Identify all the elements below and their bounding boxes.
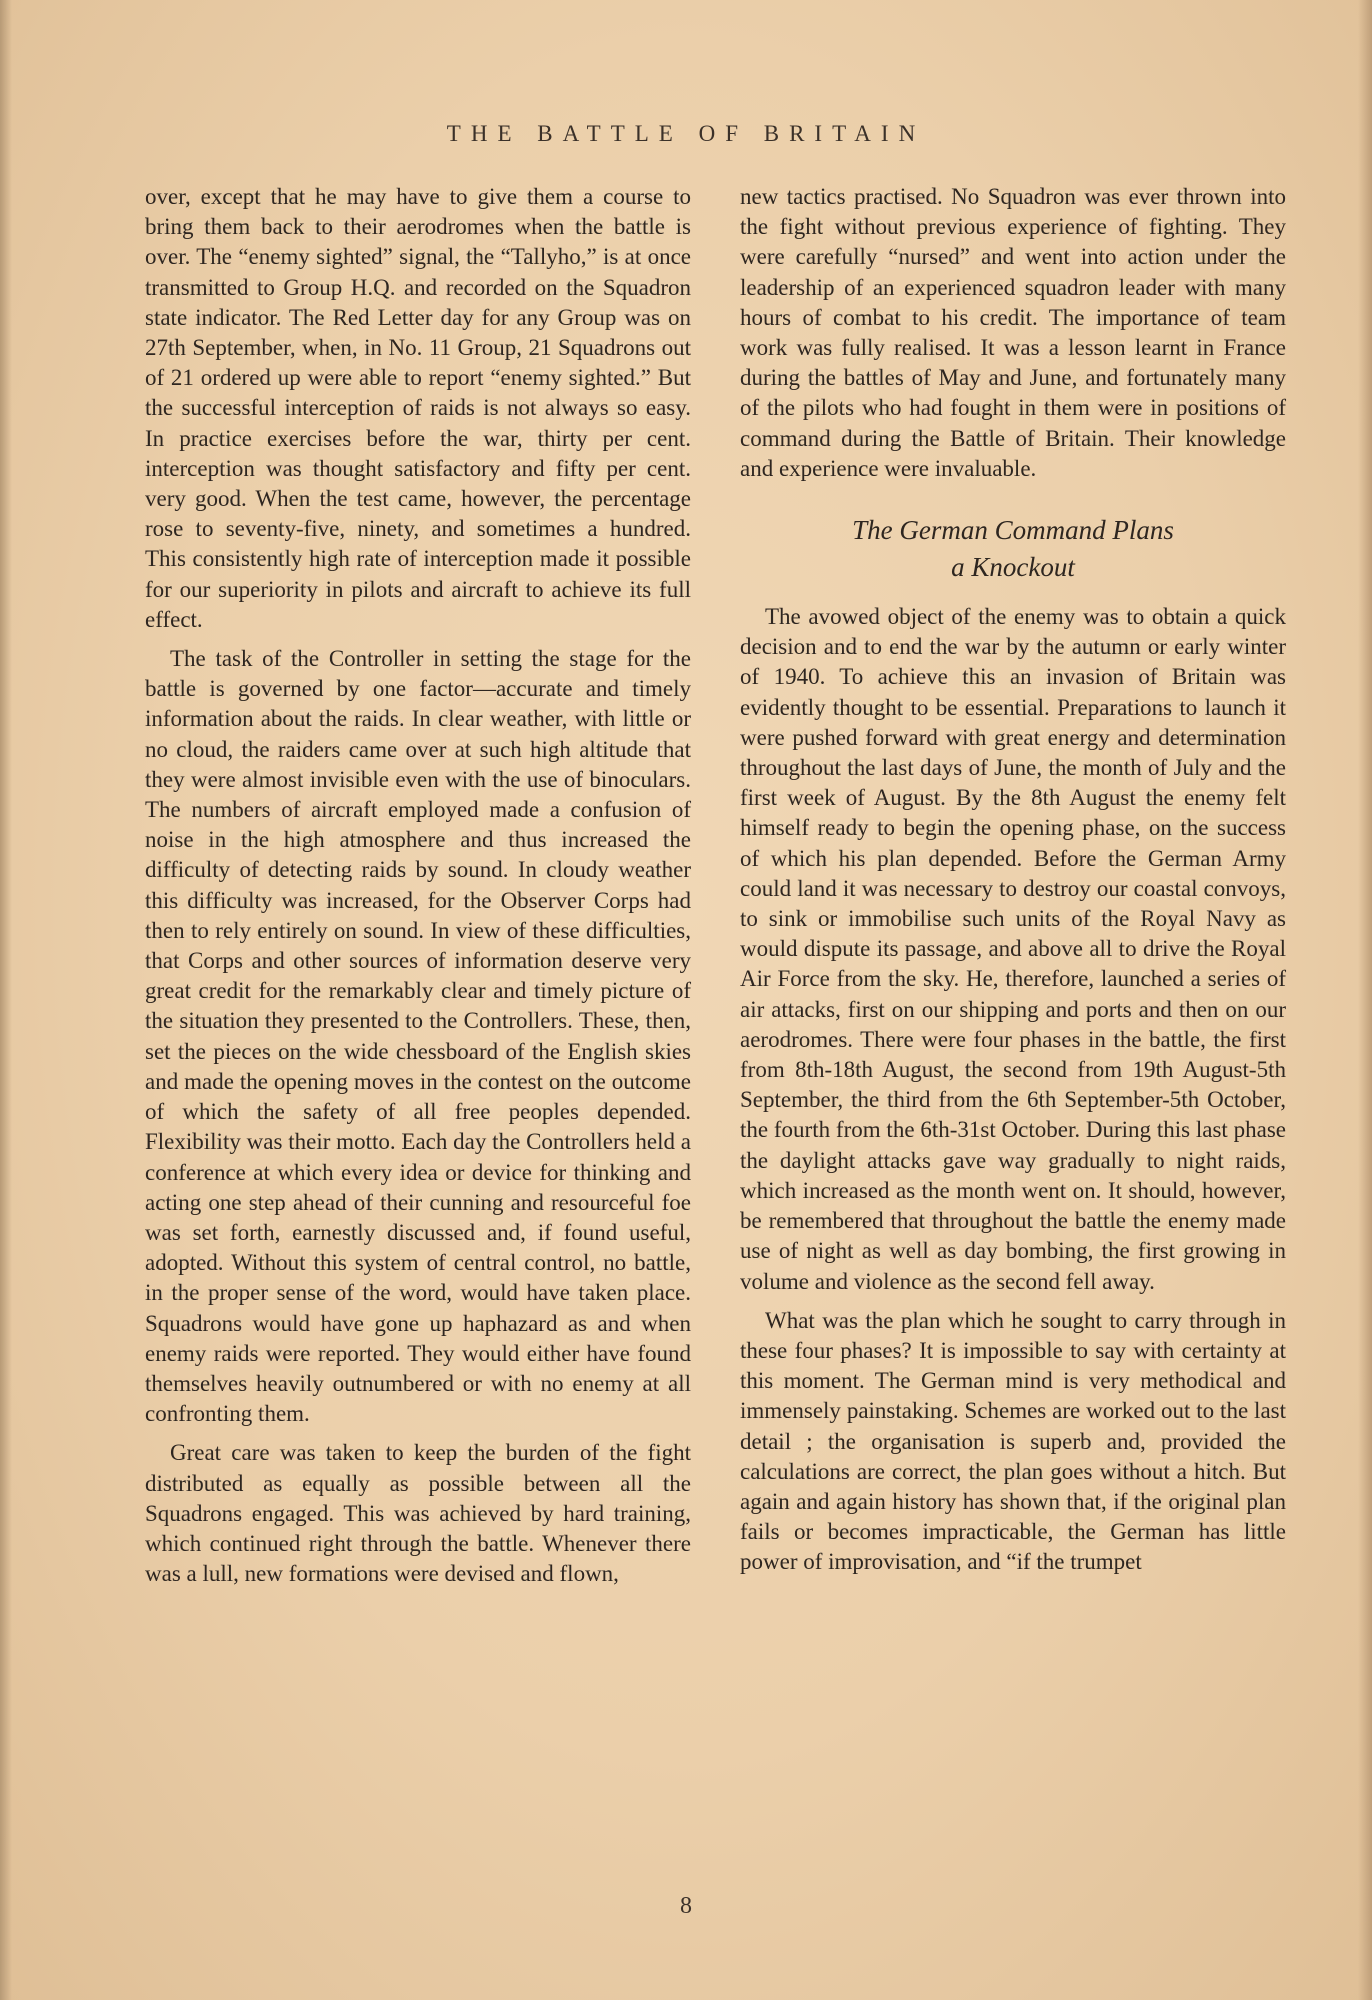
left-paragraph-2: The task of the Controller in setting the stage for the battle is governed by one factor—accurate and timely information about the raids. In clear weather, with little or no cloud, the raiders came over at such high altitude that they were almost invisible even with the use of binoculars. The numbers of aircraft employed made a confusion of noise in the high atmosphere and thus increased the difficulty of detecting raids by sound. In cloudy weather this difficulty was increased, for the Observer Corps had then to rely entirely on sound. In view of these difficulties, that Corps and other sources of information deserve very great credit for the remarkably clear and timely picture of the situation they presented to the Controllers. These, then, set the pieces on the wide chessboard of the English skies and made the opening moves in the contest on the outcome of which the safety of all free peoples depended. Flexibility was their motto. Each day the Controllers held a conference at which every idea or device for thinking and acting one step ahead of their cunning and resourceful foe was set forth, earnestly discussed and, if found useful, adopted. Without this system of central control, no battle, in the proper sense of the word, would have taken place. Squadrons would have gone up haphazard as and when enemy raids were reported. They would either have found themselves heavily outnumbered or with no enemy at all confronting them. xyxy=(145,646,691,1427)
right-paragraph-continued: new tactics practised. No Squadron was ever thrown into the fight without previous experience of fighting. They were carefully “nursed” and went into action under the leadership of an experienced squadron leader with many hours of combat to his credit. The importance of team work was fully realised. It was a lesson learnt in France during the battles of May and June, and fortunately many of the pilots who had fought in them were in positions of command during the Battle of Britain. Their knowledge and experience were invaluable. xyxy=(740,184,1286,481)
left-paragraph-1: over, except that he may have to give them a course to bring them back to their aerodromes when the battle is over. The “enemy sighted” signal, the “Tallyho,” is at once transmitted to Group H.Q. and recorded on the Squadron state indicator. The Red Letter day for any Group was on 27th September, when, in No. 11 Group, 21 Squadrons out of 21 ordered up were able to report “enemy sighted.” But the successful interception of raids is not always so easy. In practice exercises before the war, thirty per cent. interception was thought satisfactory and fifty per cent. very good. When the test came, however, the percentage rose to seventy-five, ninety, and sometimes a hundred. This consistently high rate of interception made it possible for our superiority in pilots and aircraft to achieve its full effect. xyxy=(145,184,691,632)
left-paragraph-3: Great care was taken to keep the burden of the fight distributed as equally as possible between all the Squadrons engaged. This was achieved by hard training, which continued right through the battle. Whenever there was a lull, new formations were devised and flown, xyxy=(145,1440,691,1587)
right-paragraph-1: The avowed object of the enemy was to obtain a quick decision and to end the war by the autumn or early winter of 1940. To achieve this an invasion of Britain was evidently thought to be essential. Preparations to launch it were pushed forward with great energy and determination throughout the last days of June, the month of July and the first week of August. By the 8th August the enemy felt himself ready to begin the opening phase, on the success of which his plan depended. Before the German Army could land it was necessary to destroy our coastal convoys, to sink or immobilise such units of the Royal Navy as would dispute its passage, and above all to drive the Royal Air Force from the sky. He, therefore, launched a series of air attacks, first on our shipping and ports and then on our aerodromes. There were four phases in the battle, the first from 8th-18th August, the second from 19th August-5th September, the third from the 6th September-5th October, the fourth from the 6th-31st October. During this last phase the daylight attacks gave way gradually to night raids, which increased as the month went on. It should, however, be remembered that throughout the battle the enemy made use of night as well as day bombing, the first growing in volume and violence as the second fell away. xyxy=(740,604,1286,1294)
section-heading-line-1: The German Command Plans xyxy=(852,515,1174,546)
section-heading xyxy=(740,512,1286,586)
page-edge-left xyxy=(0,0,12,2000)
right-paragraph-2: What was the plan which he sought to carry through in these four phases? It is impossible to say with certainty at this moment. The German mind is very methodical and immensely painstaking. Schemes are worked out to the last detail ; the organisation is superb and, provided the calculations are correct, the plan goes without a hitch. But again and again history has shown that, if the original plan fails or becomes impracticable, the German has little power of improvisation, and “if the trumpet xyxy=(740,1307,1286,1575)
running-head: THE BATTLE OF BRITAIN xyxy=(446,121,926,146)
page-edge-right xyxy=(1358,0,1372,2000)
page-number: 8 xyxy=(680,1893,692,1919)
left-column xyxy=(145,182,691,1598)
right-column xyxy=(740,182,1286,1587)
section-heading-line-2: a Knockout xyxy=(951,552,1075,583)
